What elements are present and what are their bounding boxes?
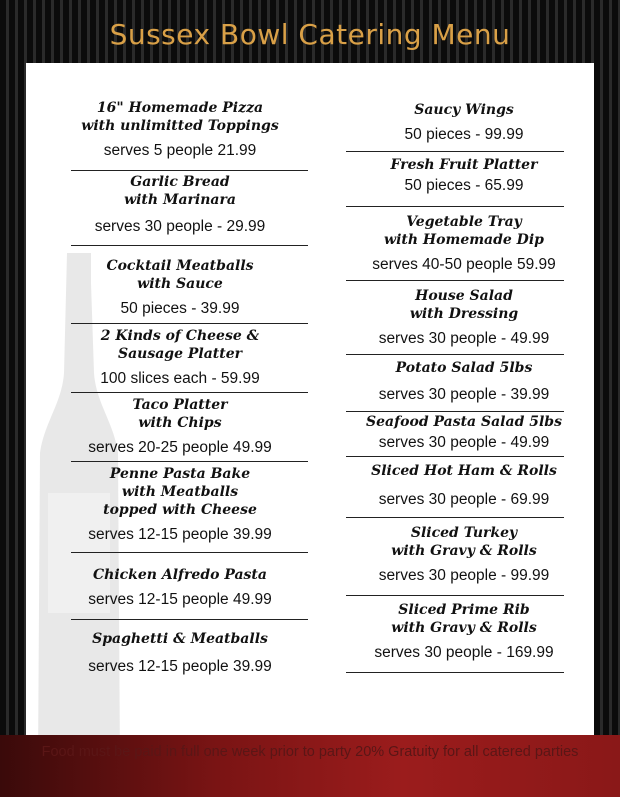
menu-item xyxy=(44,566,316,609)
menu-item xyxy=(346,359,582,404)
item-name: Potato Salad 5lbs xyxy=(395,360,533,376)
divider xyxy=(346,672,564,673)
item-price: serves 12-15 people 39.99 xyxy=(88,658,272,675)
item-price: serves 30 people - 169.99 xyxy=(374,644,554,661)
item-name: Vegetable Tray with Homemade Dip xyxy=(384,214,544,248)
divider xyxy=(71,170,308,171)
divider xyxy=(346,206,564,207)
item-name: Penne Pasta Bake with Meatballs topped with Cheese xyxy=(103,466,257,518)
item-name: Sliced Hot Ham & Rolls xyxy=(371,463,557,479)
item-price: serves 30 people - 49.99 xyxy=(378,330,550,347)
item-price: serves 30 people - 99.99 xyxy=(378,567,550,584)
item-name: 16" Homemade Pizza with unlimitted Toppings xyxy=(81,100,279,134)
menu-item xyxy=(44,327,316,388)
menu-item xyxy=(346,156,582,195)
item-price: serves 12-15 people 49.99 xyxy=(88,591,272,608)
divider xyxy=(71,619,308,620)
item-name: Taco Platter with Chips xyxy=(132,397,228,431)
item-name: Fresh Fruit Platter xyxy=(390,157,538,173)
menu-panel xyxy=(26,63,594,763)
item-name: Seafood Pasta Salad 5lbs xyxy=(366,414,562,430)
item-name: Garlic Bread with Marinara xyxy=(124,174,236,208)
item-price: serves 40-50 people 59.99 xyxy=(372,256,556,273)
divider xyxy=(71,392,308,393)
divider xyxy=(346,517,564,518)
menu-item xyxy=(44,173,316,236)
menu-item xyxy=(44,257,316,318)
menu-item xyxy=(44,396,316,457)
divider xyxy=(71,323,308,324)
footer-note: Food must be paid in full one week prior to party 20% Gratuity for all catered parties xyxy=(41,744,579,760)
item-price: serves 5 people 21.99 xyxy=(103,142,257,159)
item-name: Spaghetti & Meatballs xyxy=(92,631,268,647)
menu-item xyxy=(44,630,316,676)
menu-item xyxy=(346,524,582,585)
item-name: Sliced Prime Rib with Gravy & Rolls xyxy=(391,602,537,636)
menu-item xyxy=(44,99,316,160)
menu-item xyxy=(346,213,582,274)
footer-banner xyxy=(0,735,620,797)
item-price: serves 30 people - 39.99 xyxy=(378,386,550,403)
menu-item xyxy=(44,465,316,544)
item-price: serves 30 people - 29.99 xyxy=(94,218,266,235)
menu-item xyxy=(346,413,582,452)
divider xyxy=(346,151,564,152)
item-price: 50 pieces - 65.99 xyxy=(404,177,524,194)
divider xyxy=(346,354,564,355)
item-price: serves 30 people - 49.99 xyxy=(378,434,550,451)
item-name: Chicken Alfredo Pasta xyxy=(93,567,267,583)
item-price: serves 20-25 people 49.99 xyxy=(88,439,272,456)
divider xyxy=(71,461,308,462)
divider xyxy=(346,280,564,281)
divider xyxy=(71,245,308,246)
menu-item xyxy=(346,601,582,662)
divider xyxy=(346,456,564,457)
menu-item xyxy=(346,101,582,144)
item-price: serves 12-15 people 39.99 xyxy=(88,526,272,543)
item-name: House Salad with Dressing xyxy=(409,288,519,322)
item-price: 50 pieces - 39.99 xyxy=(120,300,240,317)
item-price: 100 slices each - 59.99 xyxy=(100,370,260,387)
divider xyxy=(346,411,564,412)
item-price: serves 30 people - 69.99 xyxy=(378,491,550,508)
menu-title: Sussex Bowl Catering Menu xyxy=(109,18,511,51)
item-price: 50 pieces - 99.99 xyxy=(404,126,524,143)
item-name: Cocktail Meatballs with Sauce xyxy=(106,258,254,292)
item-name: 2 Kinds of Cheese & Sausage Platter xyxy=(100,328,260,362)
divider xyxy=(71,552,308,553)
menu-item xyxy=(346,462,582,509)
menu-item xyxy=(346,287,582,348)
item-name: Saucy Wings xyxy=(414,102,514,118)
item-name: Sliced Turkey with Gravy & Rolls xyxy=(391,525,537,559)
divider xyxy=(346,595,564,596)
